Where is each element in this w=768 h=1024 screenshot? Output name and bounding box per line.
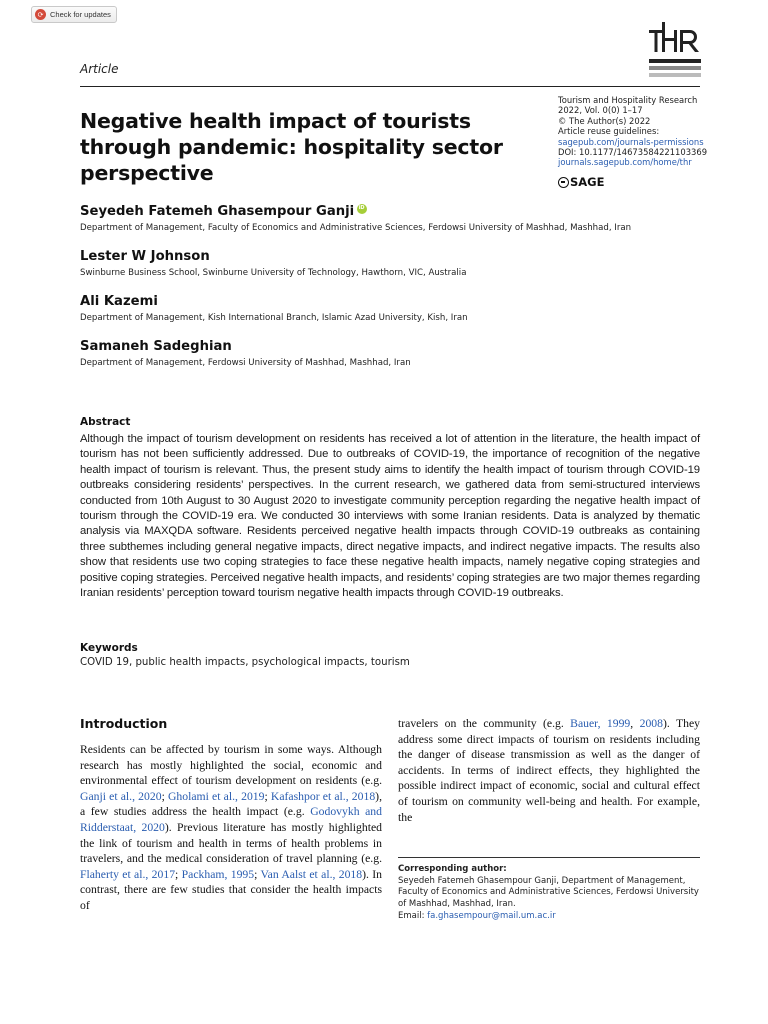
text-run: ; [254, 867, 261, 881]
keywords-text: COVID 19, public health impacts, psychological impacts, tourism [80, 657, 410, 668]
text-run: ; [161, 789, 168, 803]
paper-title: Negative health impact of tourists through pandemic: hospitality sector perspective [80, 109, 503, 185]
text-run: Residents can be affected by tourism in some ways. Although research has mostly highlighted the social, economic and environmental effect of tourism development on residents (e.g. [80, 743, 382, 788]
journal-meta [558, 95, 718, 168]
email-link[interactable]: fa.ghasempour@mail.um.ac.ir [427, 910, 556, 921]
author-name: Samaneh Sadeghian [80, 339, 232, 354]
header-divider [80, 86, 700, 87]
abstract-text: Although the impact of tourism development on residents has received a lot of attention in the literature, the health impact of tourism has not been sufficiently addressed. Due to outbreaks of COVID-19, the importance of recognition of the negative health impact of tourism is relevant. Thus, the present study aims to identify the health impact of tourism through COVID-19 outbreaks considering residents’ perspectives. In the current research, we gathered data from semi-structured interviews conducted from 10th August to 30 August 2020 to investigate community perception regarding the negative health impact of tourism through the COVID-19 era. We conducted 30 interviews with some Iranian residents. Data is analyzed by thematic analysis via MAXQDA software. Residents perceived negative health impacts through COVID-19 outbreaks as containing three subthemes including general negative impacts, direct negative impacts, and indirect negative impacts. The results also show that residents use two coping strategies to face these negative health impacts, namely negative coping strategies and positive coping strategies. Perceived negative health impacts, and residents’ coping strategies are two major themes regarding Iranian residents’ perception toward tourism negative health impacts through COVID-19 outbreaks. [80, 433, 700, 600]
citation-link[interactable]: Flaherty et al., 2017 [80, 867, 176, 881]
reuse-guidelines-label: Article reuse guidelines: [558, 126, 660, 137]
intro-left-column [80, 742, 382, 914]
journal-home-link[interactable]: journals.sagepub.com/home/thr [558, 157, 692, 168]
journal-logo [648, 20, 702, 78]
text-run: ). Previous literature has mostly highlighted the link of tourism and health in terms of health problems in travelers, and the medical consideration of travel planning (e.g. [80, 820, 382, 866]
thr-logo-icon [648, 20, 702, 78]
citation-link[interactable]: Godovykh and Ridderstaat, 2020 [80, 805, 382, 834]
introduction-heading: Introduction [80, 716, 168, 731]
author-name: Lester W Johnson [80, 249, 210, 264]
author-block-4 [80, 339, 411, 368]
corresponding-author-label: Corresponding author: [398, 864, 507, 874]
email-label: Email: [398, 910, 428, 921]
check-for-updates-label: Check for updates [50, 10, 111, 19]
publisher-logo [558, 175, 604, 189]
permissions-link[interactable]: sagepub.com/journals-permissions [558, 136, 704, 147]
author-name: Ali Kazemi [80, 294, 158, 309]
doi: DOI: 10.1177/14673584221103369 [558, 147, 708, 158]
journal-copyright: © The Author(s) 2022 [558, 115, 651, 126]
author-affiliation: Department of Management, Kish International Branch, Islamic Azad University, Kish, Iran [80, 313, 468, 323]
sage-icon [558, 177, 569, 188]
author-affiliation: Department of Management, Faculty of Economics and Administrative Sciences, Ferdowsi University of Mashhad, Mashhad, Iran [80, 223, 632, 233]
text-run: ), a few studies address the health impact (e.g. [80, 789, 382, 819]
article-type-label: Article [80, 62, 119, 76]
text-run: , [630, 717, 640, 730]
citation-link[interactable]: Packham, 1995 [181, 867, 255, 881]
journal-name: Tourism and Hospitality Research [558, 95, 698, 105]
refresh-icon: ⟳ [35, 9, 46, 20]
citation-link[interactable]: 2008 [639, 717, 663, 730]
text-run: ; [264, 789, 271, 803]
orcid-icon[interactable] [357, 204, 367, 214]
citation-link[interactable]: Van Aalst et al., 2018 [260, 867, 363, 881]
citation-link[interactable]: Gholami et al., 2019 [167, 789, 265, 803]
citation-link[interactable]: Kafashpor et al., 2018 [270, 789, 376, 803]
author-block-3 [80, 294, 468, 323]
intro-right-column [398, 716, 700, 825]
keywords-heading: Keywords [80, 642, 138, 654]
author-name [80, 204, 631, 219]
author-block-2 [80, 249, 466, 278]
author-affiliation: Swinburne Business School, Swinburne University of Technology, Hawthorn, VIC, Australia [80, 268, 467, 278]
author-affiliation: Department of Management, Ferdowsi University of Mashhad, Mashhad, Iran [80, 358, 411, 368]
journal-volume: 2022, Vol. 0(0) 1–17 [558, 105, 643, 116]
author-name-text: Seyedeh Fatemeh Ghasempour Ganji [80, 204, 355, 219]
check-for-updates-button[interactable] [31, 6, 117, 23]
text-run: ). In contrast, there are few studies that consider the health impacts of [80, 867, 383, 912]
corresponding-author [398, 864, 700, 923]
email-line [398, 911, 700, 923]
abstract-heading: Abstract [80, 416, 131, 428]
publisher-name: SAGE [570, 175, 605, 189]
author-block-1 [80, 204, 631, 233]
footnote-divider [398, 857, 700, 858]
citation-link[interactable]: Bauer, 1999 [570, 717, 631, 730]
corresponding-author-text: Seyedeh Fatemeh Ghasempour Ganji, Department of Management, Faculty of Economics and Administrative Sciences, Ferdowsi University of Mashhad, Mashhad, Iran. [398, 875, 699, 910]
text-run: ; [175, 867, 182, 881]
text-run: ). They address some direct impacts of tourism on residents including the danger of disease transmission as well as the danger of accidents. In terms of indirect effects, they highlighted the possible indirect impact of economic, social and cultural effect of tourism on community well-being and health. For example, the [398, 717, 700, 824]
text-run: travelers on the community (e.g. [398, 717, 571, 730]
citation-link[interactable]: Ganji et al., 2020 [80, 789, 162, 803]
